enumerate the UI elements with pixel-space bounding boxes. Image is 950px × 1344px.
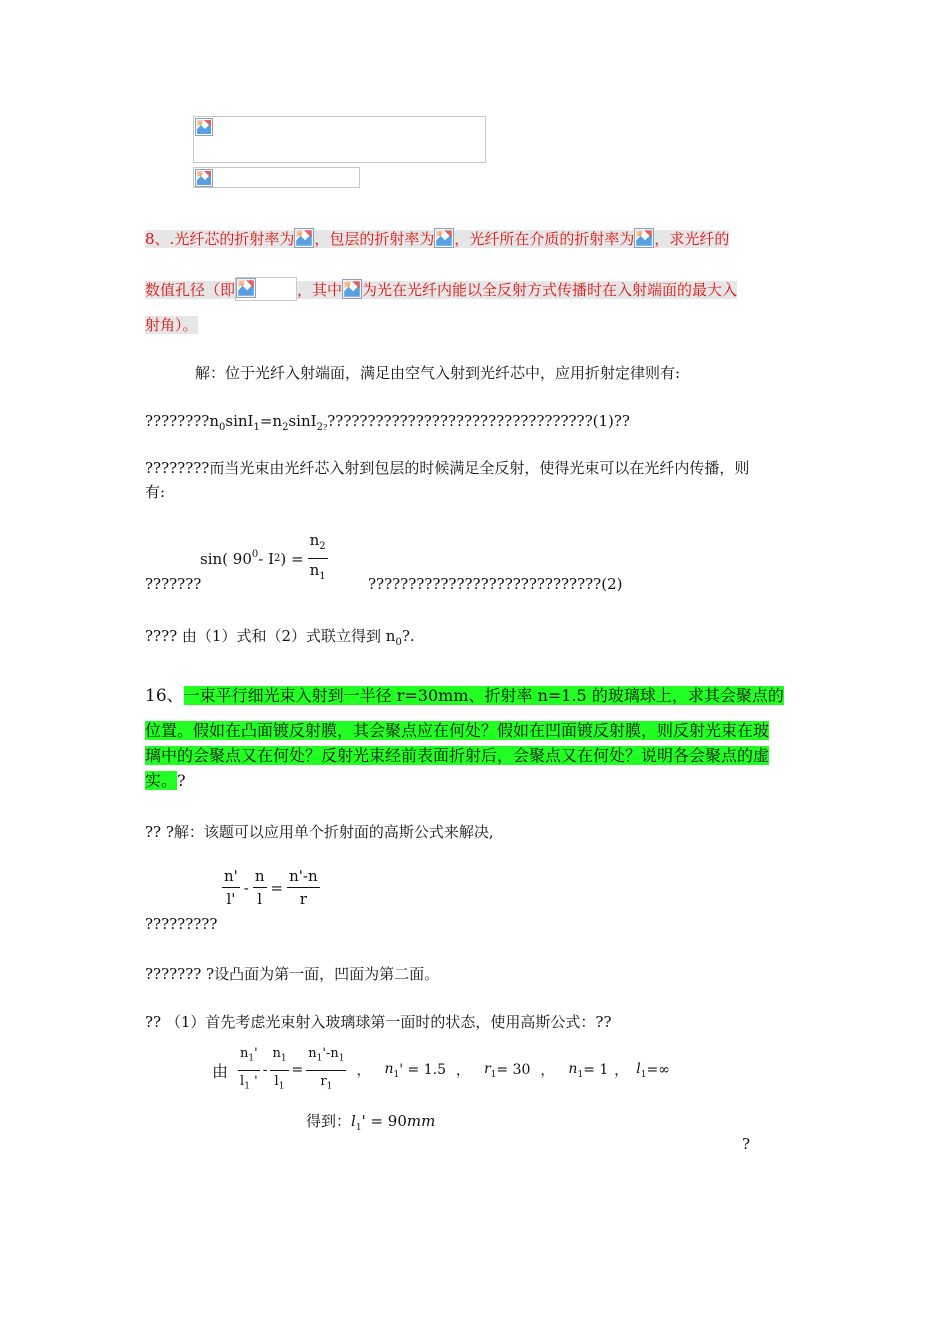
gauss-formula: $\frac{n'}{l'}$ - $\frac{n}{l}$ = $\frac{n'-n}{r}$ <box>224 867 318 908</box>
solution-8-line-2b: 有: <box>145 483 166 501</box>
question-8-line-1: 8、.光纤芯的折射率为 ，包层的折射率为 ，光纤所在介质的折射率为 ，求光纤的 <box>145 230 730 248</box>
question-8-line-2: 数值孔径（即 ，其中 为光在光纤内能以全反射方式传播时在入射端面的最大入 <box>145 277 737 301</box>
solution-16-setup: ??????? ?设凸面为第一面，凹面为第二面。 <box>145 965 440 983</box>
solution-8-intro: 解：位于光纤入射端面，满足由空气入射到光纤芯中，应用折射定律则有: <box>195 364 681 382</box>
fraction-n-prime-over-l-prime: $\frac{n'}{l'}$ <box>224 867 238 908</box>
question-8-line-3: 射角）。 <box>145 316 198 334</box>
formula-image-na <box>235 277 297 301</box>
question-16-line-3: 璃中的会聚点又在何处？反射光束经前表面折射后，会聚点又在何处？说明各会聚点的虚 <box>145 746 770 765</box>
broken-image-icon <box>434 228 454 248</box>
trailing-question-mark: ? <box>742 1135 751 1153</box>
broken-image-icon <box>294 228 314 248</box>
formula-image-i1 <box>342 279 362 299</box>
fraction-n2-over-n1: $\frac{n_2}{n_1}$ <box>309 531 326 582</box>
solution-16-step-1: ?? （1）首先考虑光束射入玻璃球第一面时的状态，使用高斯公式：?? <box>145 1013 612 1031</box>
broken-image-icon <box>342 279 362 299</box>
fraction-n-over-l: $\frac{n}{l}$ <box>254 867 265 908</box>
embedded-image-2 <box>193 167 360 188</box>
question-number: 8、 <box>145 230 170 248</box>
equation-2-prefix: ??????? <box>145 575 202 593</box>
solution-16-intro: ?? ?解：该题可以应用单个折射面的高斯公式来解决, <box>145 823 494 841</box>
formula-image-n1 <box>294 228 314 248</box>
broken-image-icon <box>195 169 213 187</box>
fraction-diff-over-r1: $\frac{n_1'-n_1}{r_1}$ <box>308 1046 345 1092</box>
gauss-suffix: ????????? <box>145 915 218 933</box>
embedded-image-1 <box>193 116 486 163</box>
formula-image-n0 <box>634 228 654 248</box>
formula-image-n2 <box>434 228 454 248</box>
equation-1-line: $????????n_0\sin I_1=n_2\sin I_{2?}?????????????????????????????????(1)$?? <box>145 412 630 433</box>
solution-8-line-2a: ????????而当光束由光纤芯入射到包层的时候满足全反射，使得光束可以在光纤内传播，则 <box>145 459 750 477</box>
fraction-diff-over-r: $\frac{n'-n}{r}$ <box>289 867 318 908</box>
solution-8-conclusion: ???? 由（1）式和（2）式联立得到 $n_0$?. <box>145 627 415 648</box>
equation-2-formula: sin( 90 $^0$ - I 2 ) = $\frac{n_2}{n_1}$ <box>200 530 328 587</box>
first-surface-result: 得到：$l_1' = 90mm$ <box>306 1112 436 1133</box>
question-16-line-2: 位置。假如在凸面镀反射膜，其会聚点应在何处？假如在凹面镀反射膜，则反射光束在玻 <box>145 721 770 740</box>
question-number: 16、 <box>145 686 184 706</box>
first-surface-formula: 由 $\frac{n_1'}{l_1 '}$ - $\frac{n_1}{l_1}$ = $\frac{n_1'-n_1}{r_1}$ ， $n_1$ ' = 1.5 ， $r_1$ = 30 ， $n_1$ = 1 ， $l_1$ =∞ <box>212 1044 670 1096</box>
broken-image-icon <box>195 118 213 136</box>
fraction-n1-over-l1: $\frac{n_1}{l_1}$ <box>272 1046 287 1092</box>
fraction-n1-prime-over-l1-prime: $\frac{n_1'}{l_1 '}$ <box>240 1046 258 1092</box>
equation-2-suffix: ?????????????????????????????(2) <box>368 575 623 593</box>
question-16-line-4: 实。? <box>145 771 186 790</box>
broken-image-icon <box>236 278 256 298</box>
broken-image-icon <box>634 228 654 248</box>
question-16-line-1: 16、一束平行细光束入射到一半径 r=30mm、折射率 n=1.5 的玻璃球上，求其会聚点的 <box>145 686 784 706</box>
